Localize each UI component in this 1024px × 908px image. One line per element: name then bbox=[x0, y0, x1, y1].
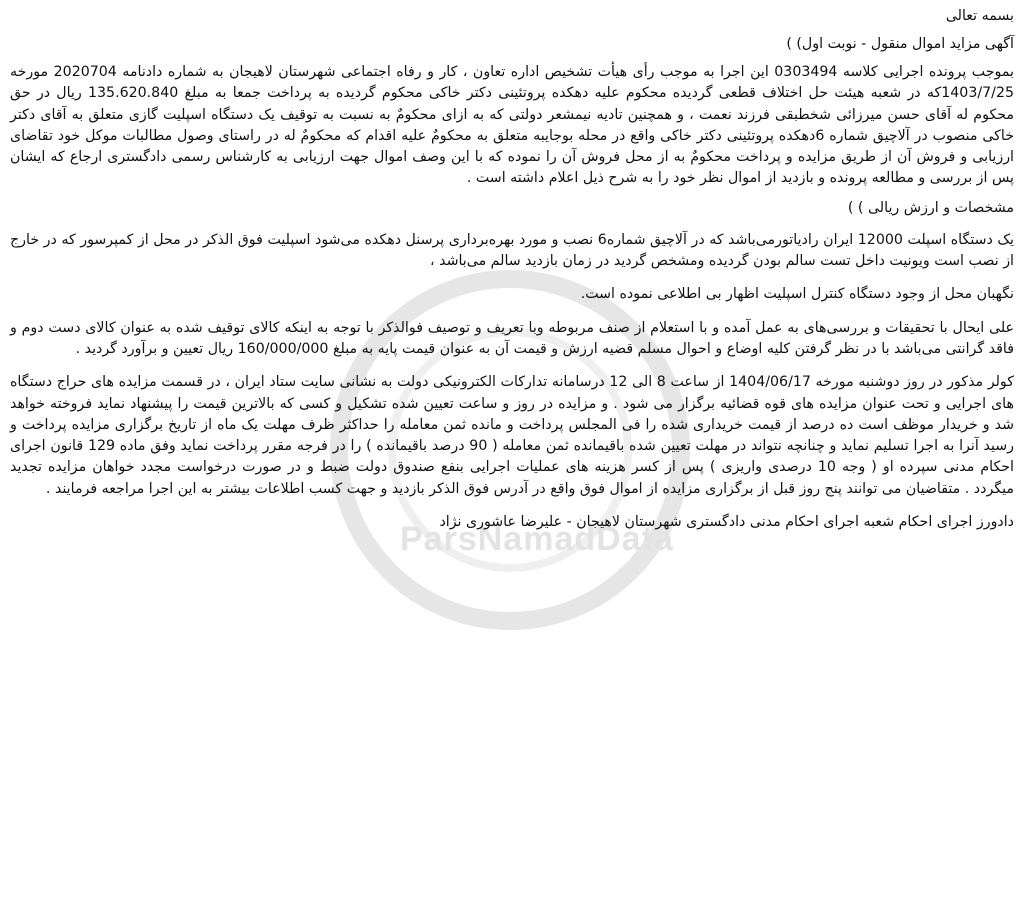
signature-line: دادورز اجرای احکام شعبه اجرای احکام مدنی دادگستری شهرستان لاهیجان - علیرضا عاشوری نژاد bbox=[439, 514, 1014, 531]
document-content bbox=[10, 6, 1014, 532]
intro-paragraph: بموجب پرونده اجرایی کلاسه 0303494 این اجرا به موجب رأی هیأت تشخیص اداره تعاون ، کار و رفاه اجتماعی شهرستان لاهیجان به شماره دادنامه 2020704 مورخه 1403/7/25که در شعبه هیئت حل اختلاف قطعی گردیده محکوم علیه دهکده پروتئینی دکتر خاکی محکوم گردیده به پرداخت جمعا به مبلغ 135.620.840 ریال در حق محکوم له آقای حسن میرزائی شخطبقی فرزند نعمت ، و همچنین تادیه نیمشعر دولتی که به ازای محکومٌ به نسبت به توقیف یک دستگاه اسپلیت گازی متعلق به آقای دکتر خاکی منصوب در آلاچیق شماره 6دهکده پروتئینی دکتر خاکی واقع در محله بوجایبه متعلق به محکومٌ علیه اقدام که محکومٌ له در راستای وصول مطالبات موکل خود تقاضای ارزیابی و فروش آن از طریق مزایده و پرداخت محکومٌ به از محل فروش آن را نموده که با این وصف اموال جهت ارزیابی به کارشناس رسمی دادگستری ارجاع که ایشان پس از بررسی و مطالعه پرونده و بازدید از اموال نظر خود را به شرح ذیل اعلام داشته است . bbox=[10, 64, 1014, 187]
guard-paragraph: نگهبان محل از وجود دستگاه کنترل اسپلیت اظهار بی اطلاعی نموده است. bbox=[580, 286, 1014, 303]
ad-title: آگهی مزاید اموال منقول - نوبت اول) ) bbox=[786, 36, 1014, 52]
document-heading: بسمه تعالی bbox=[945, 8, 1014, 24]
specs-paragraph: یک دستگاه اسپلت 12000 ایران رادیاتورمی‌باشد که در آلاچیق شماره6 نصب و مورد بهره‌برداری پرسنل دهکده می‌شود اسپلیت فوق الذکر در محل از کمپرسور که در خارج از نصب است ویونیت داخل تست سالم بودن گردیده ومشخص گردید در زمان بازدید سالم می‌باشد ، bbox=[10, 231, 1014, 270]
valuation-paragraph: علی ایحال با تحقیقات و بررسی‌های به عمل آمده و با استعلام از صنف مربوطه وبا تعریف و توصیف فوالذکر با توجه به اینکه کالای توقیف شده به عنوان کالای دست دوم و فاقد گرانتی می‌باشد با در نظر گرفتن کلیه اوضاع و احوال مسلم قضیه ارزش و قیمت آن به عنوان قیمت پایه به مبلغ 160/000/000 ریال تعیین و برآورد گردید . bbox=[10, 319, 1014, 357]
auction-paragraph: کولر مذکور در روز دوشنبه مورخه 1404/06/17 از ساعت 8 الی 12 درسامانه تدارکات الکترونیکی دولت به نشانی سایت ستاد ایران ، در قسمت مزایده های حراج دستگاه های اجرایی و تحت عنوان مزایده های قوه قضائیه برگزار می شود . و مزایده در روز و ساعت تعیین شده تشکیل و کسی که بالاترین قیمت را پیشنهاد نماید فروخته خواهد شد و خریدار موظف است ده درصد از قیمت خریداری شده را فی المجلس پرداخت و مانده ثمن معامله را حداکثر ظرف مهلت یک ماه از تاریخ برگزاری مزایده پرداخت و رسید آنرا به اجرا تسلیم نماید و چنانچه نتواند در مهلت تعیین شده باقیمانده ثمن معامله ( 90 درصد باقیمانده ) را در فرجه مقرر پرداخت نماید وفق ماده 129 قانون اجرای احکام مدنی سپرده او ( وجه 10 درصدی واریزی ) پس از کسر هزینه های عملیات اجرایی بنفع صندوق دولت ضبط و در صورت درخواست مجدد خواهان مزایده تجدید میگردد . متقاضیان می توانند پنج روز قبل از برگزاری مزایده از اموال فوق واقع در آدرس فوق الذکر بازدید و جهت کسب اطلاعات بیشتر به این اجرا مراجعه فرمایند . bbox=[10, 374, 1015, 497]
specs-heading: مشخصات و ارزش ریالی ) ) bbox=[847, 199, 1014, 216]
watermark-text: ParsNamadData bbox=[400, 520, 674, 558]
